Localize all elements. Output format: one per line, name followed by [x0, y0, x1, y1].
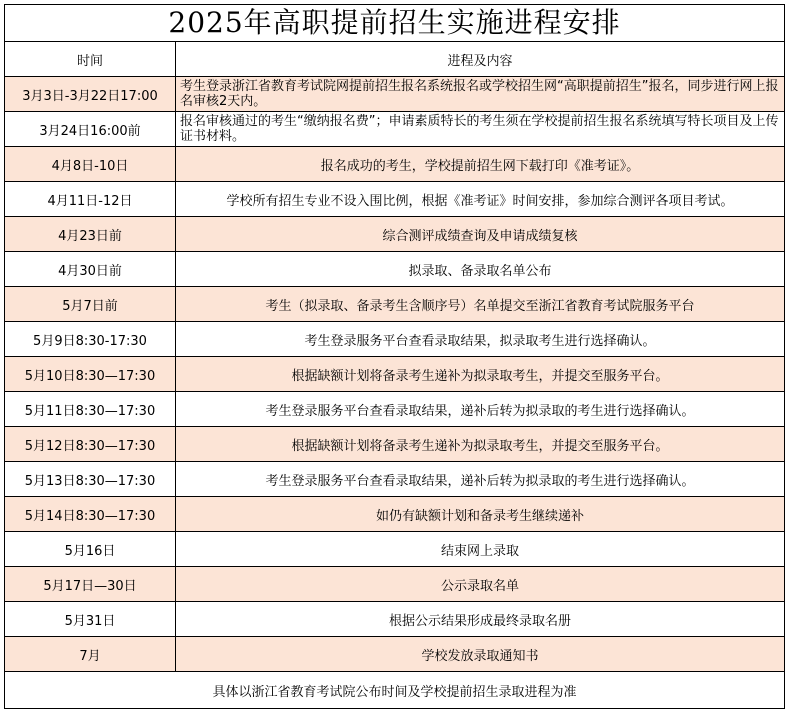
table-row	[5, 287, 785, 322]
content-cell: 学校发放录取通知书	[176, 637, 785, 672]
content-cell: 如仍有缺额计划和备录考生继续递补	[176, 497, 785, 532]
table-row	[5, 322, 785, 357]
footer-note: 具体以浙江省教育考试院公布时间及学校提前招生录取进程为准	[5, 672, 785, 709]
content-cell: 公示录取名单	[176, 567, 785, 602]
table-row	[5, 462, 785, 497]
time-cell: 4月23日前	[5, 217, 176, 252]
title-row	[5, 5, 785, 42]
time-cell: 5月10日8:30—17:30	[5, 357, 176, 392]
time-cell: 3月3日-3月22日17:00	[5, 77, 176, 112]
header-content: 进程及内容	[176, 42, 785, 77]
table-row	[5, 147, 785, 182]
content-cell: 报名审核通过的考生“缴纳报名费”；申请素质特长的考生须在学校提前招生报名系统填写特长项目及上传证书材料。	[176, 112, 785, 147]
schedule-sheet	[4, 4, 784, 709]
content-cell: 考生登录服务平台查看录取结果，递补后转为拟录取的考生进行选择确认。	[176, 462, 785, 497]
content-cell: 考生登录服务平台查看录取结果，拟录取考生进行选择确认。	[176, 322, 785, 357]
table-row	[5, 182, 785, 217]
table-row	[5, 252, 785, 287]
time-cell: 5月7日前	[5, 287, 176, 322]
content-cell: 学校所有招生专业不设入围比例，根据《准考证》时间安排，参加综合测评各项目考试。	[176, 182, 785, 217]
time-cell: 4月11日-12日	[5, 182, 176, 217]
content-cell: 拟录取、备录取名单公布	[176, 252, 785, 287]
table-row	[5, 357, 785, 392]
content-cell: 根据缺额计划将备录考生递补为拟录取考生，并提交至服务平台。	[176, 357, 785, 392]
time-cell: 4月30日前	[5, 252, 176, 287]
table-row	[5, 637, 785, 672]
table-row	[5, 602, 785, 637]
time-cell: 5月11日8:30—17:30	[5, 392, 176, 427]
header-time: 时间	[5, 42, 176, 77]
table-row	[5, 567, 785, 602]
table-row	[5, 217, 785, 252]
content-cell: 报名成功的考生，学校提前招生网下载打印《准考证》。	[176, 147, 785, 182]
time-cell: 5月13日8:30—17:30	[5, 462, 176, 497]
time-cell: 5月9日8:30-17:30	[5, 322, 176, 357]
table-row	[5, 427, 785, 462]
time-cell: 5月12日8:30—17:30	[5, 427, 176, 462]
content-cell: 考生登录服务平台查看录取结果，递补后转为拟录取的考生进行选择确认。	[176, 392, 785, 427]
content-cell: 考生登录浙江省教育考试院网提前招生报名系统报名或学校招生网“高职提前招生”报名，同步进行网上报名审核2天内。	[176, 77, 785, 112]
content-cell: 考生（拟录取、备录考生含顺序号）名单提交至浙江省教育考试院服务平台	[176, 287, 785, 322]
content-cell: 根据公示结果形成最终录取名册	[176, 602, 785, 637]
content-cell: 结束网上录取	[176, 532, 785, 567]
time-cell: 4月8日-10日	[5, 147, 176, 182]
table-row	[5, 112, 785, 147]
time-cell: 7月	[5, 637, 176, 672]
time-cell: 5月17日—30日	[5, 567, 176, 602]
time-cell: 5月31日	[5, 602, 176, 637]
table-row	[5, 77, 785, 112]
schedule-table	[4, 4, 785, 709]
header-row	[5, 42, 785, 77]
time-cell: 3月24日16:00前	[5, 112, 176, 147]
time-cell: 5月14日8:30—17:30	[5, 497, 176, 532]
content-cell: 综合测评成绩查询及申请成绩复核	[176, 217, 785, 252]
footer-row	[5, 672, 785, 709]
time-cell: 5月16日	[5, 532, 176, 567]
table-row	[5, 497, 785, 532]
content-cell: 根据缺额计划将备录考生递补为拟录取考生，并提交至服务平台。	[176, 427, 785, 462]
table-row	[5, 532, 785, 567]
table-row	[5, 392, 785, 427]
page-title: 2025年高职提前招生实施进程安排	[5, 5, 785, 42]
